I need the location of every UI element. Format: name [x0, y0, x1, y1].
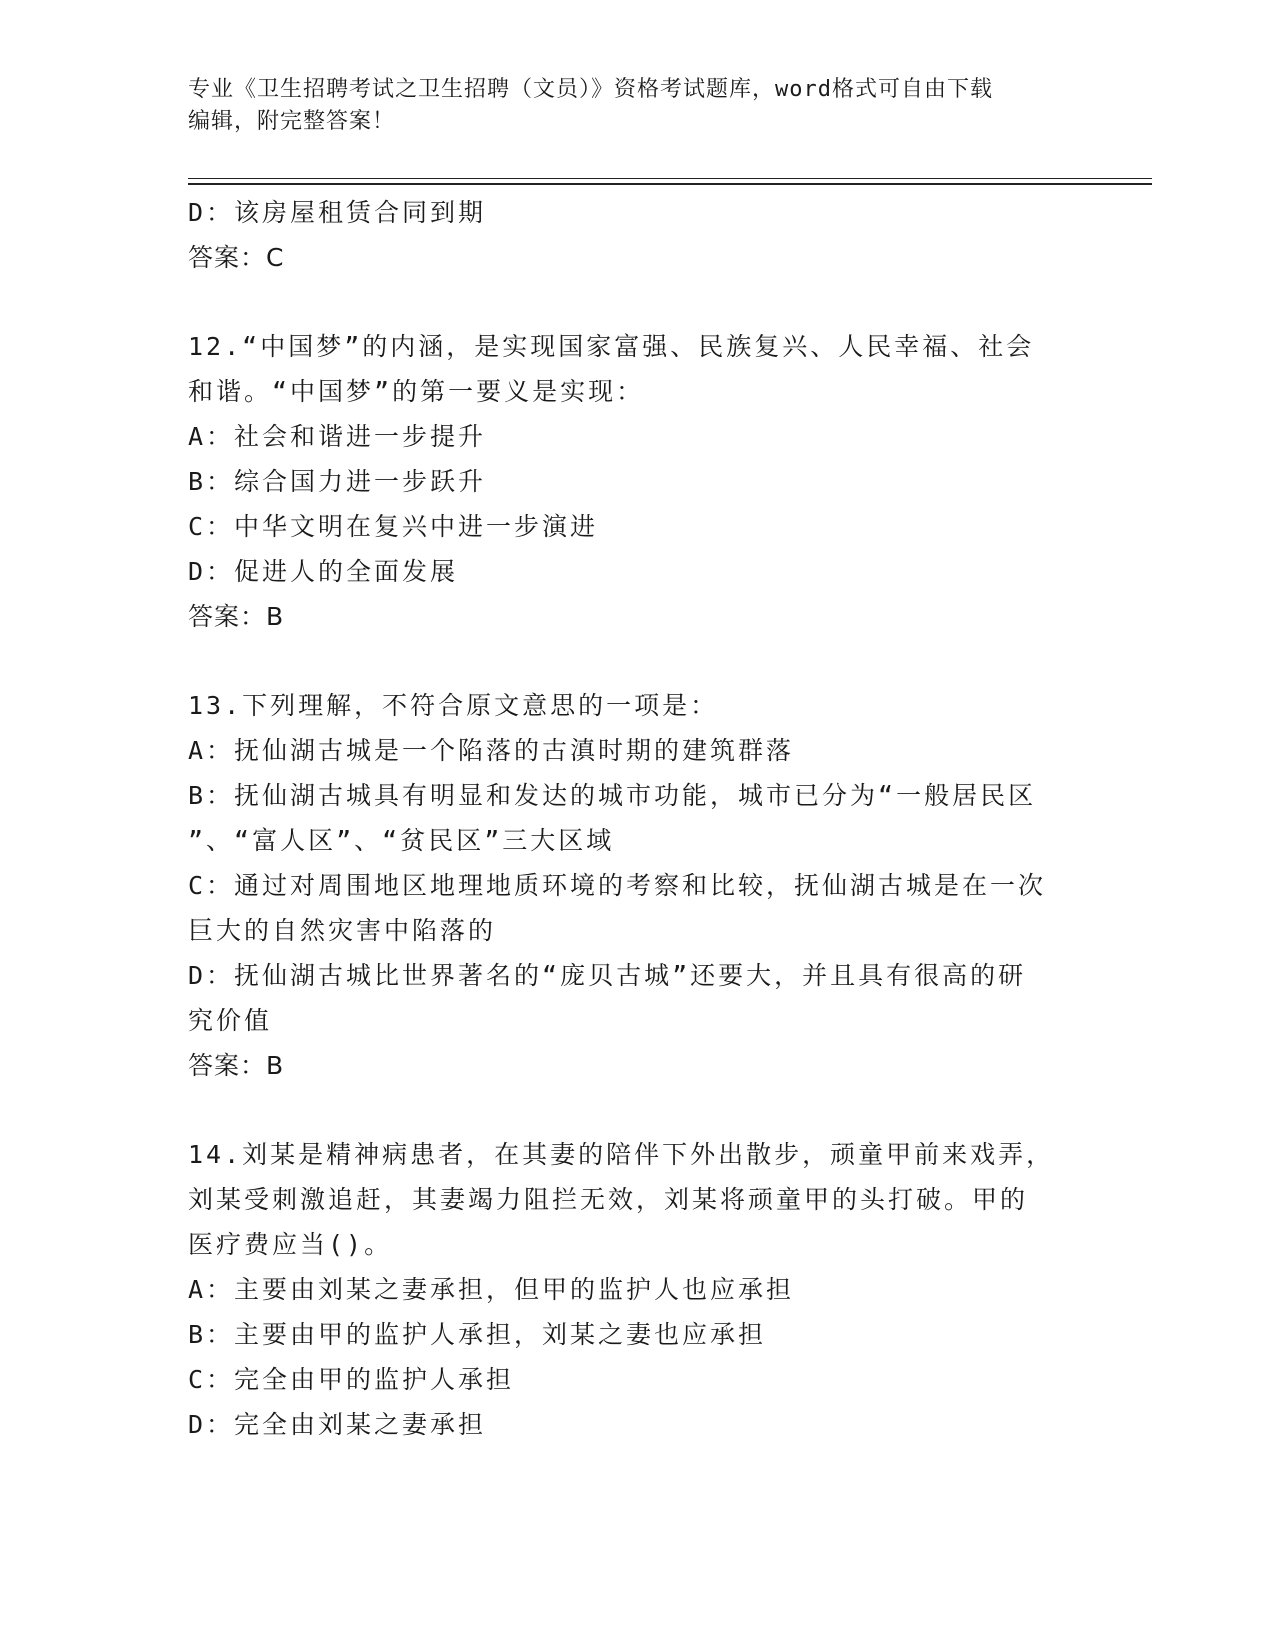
question-12-option-b: B：综合国力进一步跃升 — [188, 467, 487, 496]
question-13-option-c-line-2: 巨大的自然灾害中陷落的 — [188, 916, 497, 945]
question-12-stem-line-1: 12.“中国梦”的内涵，是实现国家富强、民族复兴、人民幸福、社会 — [188, 332, 1035, 361]
question-13-answer: 答案：B — [188, 1051, 285, 1080]
question-12 — [188, 324, 1088, 639]
question-11-answer: 答案：C — [188, 243, 285, 272]
question-13-option-d-line-1: D：抚仙湖古城比世界著名的“庞贝古城”还要大，并且具有很高的研 — [188, 961, 1027, 990]
question-14-stem-line-1: 14.刘某是精神病患者，在其妻的陪伴下外出散步，顽童甲前来戏弄， — [188, 1140, 1055, 1169]
header-divider-thin — [188, 178, 1152, 179]
question-13-option-d-line-2: 究价值 — [188, 1006, 273, 1035]
document-body — [188, 190, 1088, 1447]
question-13-option-b-line-2: ”、“富人区”、“贫民区”三大区域 — [188, 826, 615, 855]
question-12-option-d: D：促进人的全面发展 — [188, 557, 459, 586]
question-14-option-a: A：主要由刘某之妻承担，但甲的监护人也应承担 — [188, 1275, 795, 1304]
question-14-option-c: C：完全由甲的监护人承担 — [188, 1365, 515, 1394]
question-13-option-a: A：抚仙湖古城是一个陷落的古滇时期的建筑群落 — [188, 736, 795, 765]
question-14-stem-line-2: 刘某受刺激追赶，其妻竭力阻拦无效，刘某将顽童甲的头打破。甲的 — [188, 1185, 1029, 1214]
header-title-line-1: 专业《卫生招聘考试之卫生招聘（文员）》资格考试题库，word格式可自由下载 — [188, 77, 993, 102]
header-title-line-2: 编辑，附完整答案！ — [188, 109, 396, 134]
question-14 — [188, 1132, 1088, 1447]
question-13-stem-line-1: 13.下列理解，不符合原文意思的一项是： — [188, 691, 719, 720]
question-12-answer: 答案：B — [188, 602, 285, 631]
question-14-option-d: D：完全由刘某之妻承担 — [188, 1410, 487, 1439]
question-14-stem-line-3: 医疗费应当()。 — [188, 1230, 393, 1259]
question-13 — [188, 683, 1088, 1088]
question-11-option-d: D：该房屋租赁合同到期 — [188, 198, 487, 227]
question-12-option-a: A：社会和谐进一步提升 — [188, 422, 487, 451]
question-14-option-b: B：主要由甲的监护人承担，刘某之妻也应承担 — [188, 1320, 767, 1349]
document-header — [188, 74, 1088, 138]
header-divider-thick — [188, 183, 1152, 185]
question-12-stem-line-2: 和谐。“中国梦”的第一要义是实现： — [188, 377, 645, 406]
question-12-option-c: C：中华文明在复兴中进一步演进 — [188, 512, 599, 541]
question-13-option-b-line-1: B：抚仙湖古城具有明显和发达的城市功能，城市已分为“一般居民区 — [188, 781, 1037, 810]
question-13-option-c-line-1: C：通过对周围地区地理地质环境的考察和比较，抚仙湖古城是在一次 — [188, 871, 1047, 900]
